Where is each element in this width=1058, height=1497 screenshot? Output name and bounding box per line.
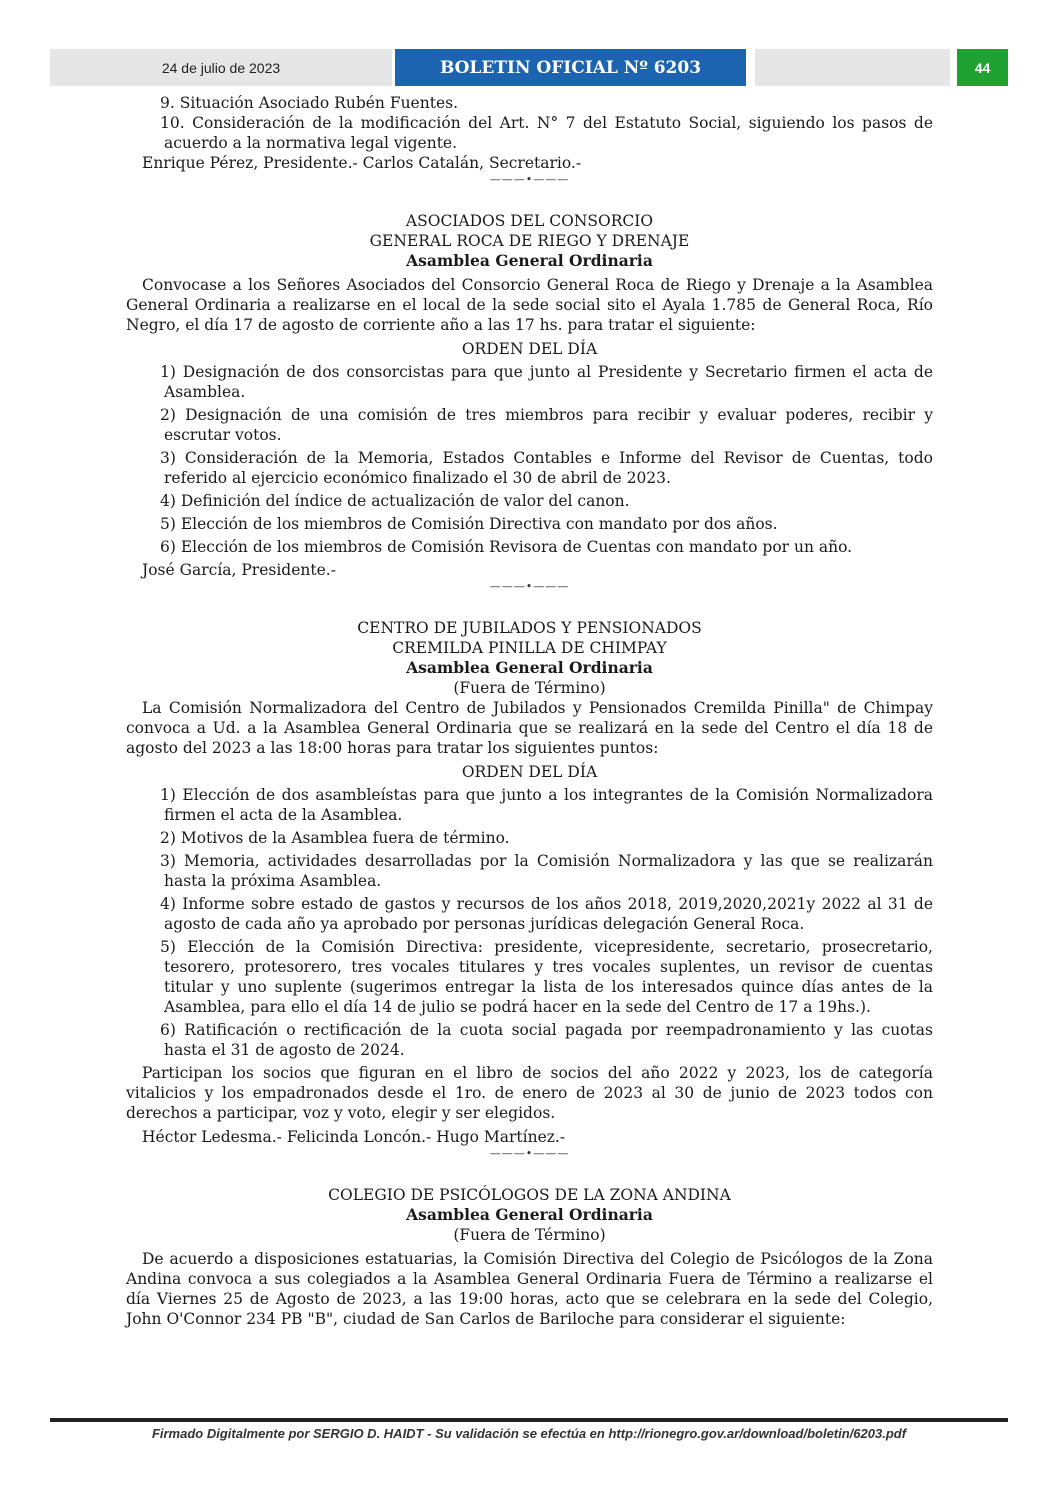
s3-title-line1: COLEGIO DE PSICÓLOGOS DE LA ZONA ANDINA: [328, 1186, 731, 1204]
header-title: BOLETIN OFICIAL Nº 6203: [395, 49, 746, 86]
s1-intro: Convocase a los Señores Asociados del Consorcio General Roca de Riego y Drenaje a la Asamblea General Ordinaria a realizarse en el local de la sede social sito el Ayala 1.785 de General Roca, Río Negro, el día 17 de agosto de corriente año a las 17 hs. para tratar el siguiente:: [126, 276, 933, 334]
page-header: [50, 49, 1008, 86]
s2-note: (Fuera de Término): [453, 679, 606, 697]
header-date: 24 de julio de 2023: [50, 49, 392, 86]
s2-item: 1) Elección de dos asambleístas para que junto a los integrantes de la Comisión Normalizadora firmen el acta de la Asamblea.: [160, 786, 933, 824]
prev-item-10: 10. Consideración de la modificación del Art. N° 7 del Estatuto Social, siguiendo los pasos de acuerdo a la normativa legal vigente.: [160, 114, 933, 152]
prev-item-9: 9. Situación Asociado Rubén Fuentes.: [160, 94, 458, 112]
prev-signature: Enrique Pérez, Presidente.- Carlos Catalán, Secretario.-: [142, 154, 582, 172]
s2-item: 3) Memoria, actividades desarrolladas por la Comisión Normalizadora y las que se realizarán hasta la próxima Asamblea.: [160, 852, 933, 890]
page-number: 44: [957, 49, 1008, 86]
s1-orden: ORDEN DEL DÍA: [461, 340, 598, 358]
s1-item: 4) Definición del índice de actualización de valor del canon.: [160, 492, 630, 510]
s1-item: 2) Designación de una comisión de tres miembros para recibir y evaluar poderes, recibir y escrutar votos.: [160, 406, 933, 444]
separator: ———•———: [489, 1147, 570, 1160]
s1-title-line1: ASOCIADOS DEL CONSORCIO: [405, 212, 654, 230]
s2-intro: La Comisión Normalizadora del Centro de Jubilados y Pensionados Cremilda Pinilla" de Chimpay convoca a Ud. a la Asamblea General Ordinaria que se realizará en la sede del Centro el día 18 de agosto del 2023 a las 18:00 horas para tratar los siguientes puntos:: [126, 699, 933, 757]
s2-orden: ORDEN DEL DÍA: [461, 763, 598, 781]
separator: ———•———: [489, 580, 570, 593]
s1-item: 3) Consideración de la Memoria, Estados Contables e Informe del Revisor de Cuentas, todo referido al ejercicio económico finalizado el 30 de abril de 2023.: [160, 449, 933, 487]
s2-item: 5) Elección de la Comisión Directiva: presidente, vicepresidente, secretario, prosecretario, tesorero, protesorero, tres vocales titulares y tres vocales suplentes, un revisor de cuentas titular y uno suplente (sugerimos entregar la lista de los interesados quince días antes de la Asamblea, para ello el día 14 de julio se podrá hacer en la sede del Centro de 17 a 19hs.).: [160, 938, 933, 1016]
s1-item: 1) Designación de dos consorcistas para que junto al Presidente y Secretario firmen el acta de Asamblea.: [160, 363, 933, 401]
s2-subtitle: Asamblea General Ordinaria: [406, 658, 653, 677]
s1-item: 5) Elección de los miembros de Comisión Directiva con mandato por dos años.: [160, 515, 778, 533]
header-spacer: [755, 49, 950, 86]
s3-intro: De acuerdo a disposiciones estatuarias, la Comisión Directiva del Colegio de Psicólogos de la Zona Andina convoca a sus colegiados a la Asamblea General Ordinaria Fuera de Término a realizarse el día Viernes 25 de Agosto de 2023, a las 19:00 horas, acto que se celebrara en la sede del Colegio, John O'Connor 234 PB "B", ciudad de San Carlos de Bariloche para considerar el siguiente:: [126, 1250, 933, 1328]
s2-item: 2) Motivos de la Asamblea fuera de término.: [160, 829, 510, 847]
s1-title-line2: GENERAL ROCA DE RIEGO Y DRENAJE: [369, 232, 690, 250]
separator: ———•———: [489, 173, 570, 186]
s3-subtitle: Asamblea General Ordinaria: [406, 1205, 653, 1224]
document-body: [126, 93, 933, 1329]
s2-title-line1: CENTRO DE JUBILADOS Y PENSIONADOS: [357, 619, 702, 637]
s2-closing: Participan los socios que figuran en el libro de socios del año 2022 y 2023, los de categoría vitalicios y los empadronados desde el 1ro. de enero de 2023 al 30 de junio de 2023 todos con derechos a participar, voz y voto, elegir y ser elegidos.: [126, 1064, 933, 1122]
s1-subtitle: Asamblea General Ordinaria: [406, 251, 653, 270]
s3-note: (Fuera de Término): [453, 1226, 606, 1244]
footer-signature-note: Firmado Digitalmente por SERGIO D. HAIDT - Su validación se efectúa en http://rionegro.gov.ar/download/boletin/6203.pdf: [151, 1426, 907, 1441]
footer-rule: [50, 1418, 1008, 1422]
s1-signature: José García, Presidente.-: [142, 561, 336, 579]
s2-title-line2: CREMILDA PINILLA DE CHIMPAY: [392, 639, 667, 657]
s1-item: 6) Elección de los miembros de Comisión Revisora de Cuentas con mandato por un año.: [160, 538, 853, 556]
s2-item: 4) Informe sobre estado de gastos y recursos de los años 2018, 2019,2020,2021y 2022 al 31 de agosto de cada año ya aprobado por personas jurídicas delegación General Roca.: [160, 895, 933, 933]
s2-signature: Héctor Ledesma.- Felicinda Loncón.- Hugo Martínez.-: [142, 1128, 566, 1146]
s2-item: 6) Ratificación o rectificación de la cuota social pagada por reempadronamiento y las cuotas hasta el 31 de agosto de 2024.: [160, 1021, 933, 1059]
